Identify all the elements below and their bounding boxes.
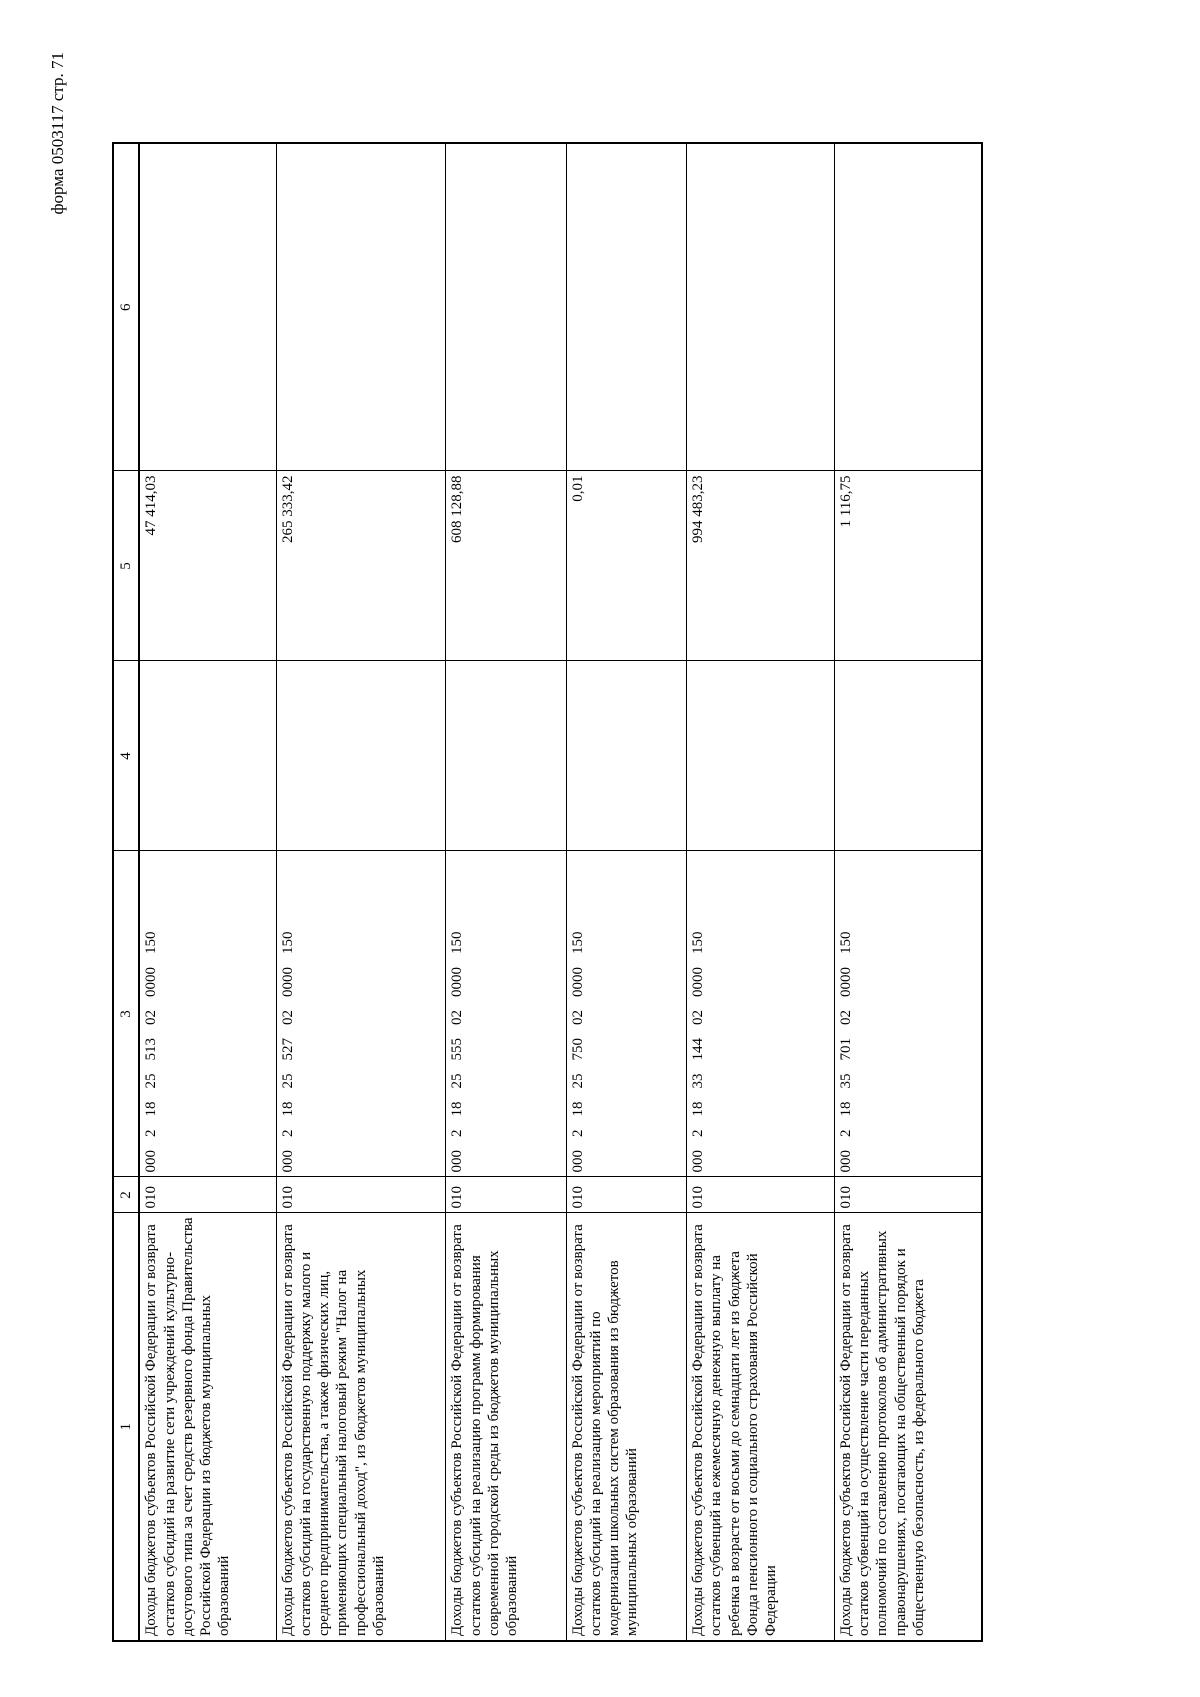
kbk-part: 555 bbox=[449, 1038, 466, 1061]
column-5-value: 608 128,88 bbox=[446, 471, 566, 661]
kbk-part: 18 bbox=[143, 1101, 160, 1117]
kbk-part: 25 bbox=[449, 1073, 466, 1089]
kbk-part: 000 bbox=[449, 1150, 466, 1173]
budget-classification-code bbox=[834, 851, 982, 1177]
line-code: 010 bbox=[139, 1177, 276, 1213]
column-4-value bbox=[446, 661, 566, 851]
kbk-part: 150 bbox=[689, 931, 706, 954]
kbk-part: 150 bbox=[837, 931, 854, 954]
column-4-value bbox=[139, 661, 276, 851]
column-6-value bbox=[686, 143, 834, 471]
kbk-part: 25 bbox=[569, 1073, 586, 1089]
kbk-part: 02 bbox=[449, 1010, 466, 1025]
kbk-part: 2 bbox=[143, 1129, 160, 1137]
line-code: 010 bbox=[566, 1177, 686, 1213]
kbk-part: 2 bbox=[837, 1129, 854, 1137]
table-row bbox=[139, 143, 276, 1641]
column-4-value bbox=[686, 661, 834, 851]
kbk-part: 18 bbox=[569, 1101, 586, 1117]
kbk-part: 000 bbox=[569, 1150, 586, 1173]
kbk-part: 0000 bbox=[279, 967, 296, 997]
table-row bbox=[686, 143, 834, 1641]
kbk-part: 513 bbox=[143, 1038, 160, 1061]
table-row bbox=[566, 143, 686, 1641]
kbk-part: 0000 bbox=[689, 967, 706, 997]
column-header-5: 5 bbox=[113, 471, 139, 661]
kbk-part: 150 bbox=[279, 931, 296, 954]
column-5-value: 994 483,23 bbox=[686, 471, 834, 661]
kbk-part: 18 bbox=[279, 1101, 296, 1117]
kbk-part: 02 bbox=[689, 1010, 706, 1025]
column-6-value bbox=[139, 143, 276, 471]
row-description: Доходы бюджетов субъектов Российской Федерации от возврата остатков субсидий на реализацию программ формирования современной городской среды из бюджетов муниципальных образований bbox=[446, 1213, 566, 1641]
form-label: форма 0503117 стр. 71 bbox=[48, 52, 67, 215]
kbk-part: 02 bbox=[569, 1010, 586, 1025]
kbk-part: 0000 bbox=[837, 967, 854, 997]
column-header-4: 4 bbox=[113, 661, 139, 851]
kbk-part: 25 bbox=[143, 1073, 160, 1089]
column-header-3: 3 bbox=[113, 851, 139, 1177]
kbk-part: 33 bbox=[689, 1073, 706, 1089]
kbk-part: 750 bbox=[569, 1038, 586, 1061]
column-header-2: 2 bbox=[113, 1177, 139, 1213]
column-header-6: 6 bbox=[113, 143, 139, 471]
column-5-value: 265 333,42 bbox=[276, 471, 446, 661]
kbk-part: 000 bbox=[279, 1150, 296, 1173]
kbk-part: 18 bbox=[837, 1101, 854, 1117]
column-4-value bbox=[834, 661, 982, 851]
kbk-part: 0000 bbox=[449, 967, 466, 997]
kbk-part: 000 bbox=[689, 1150, 706, 1173]
column-6-value bbox=[446, 143, 566, 471]
kbk-part: 2 bbox=[449, 1129, 466, 1137]
kbk-part: 144 bbox=[689, 1038, 706, 1061]
budget-classification-code bbox=[139, 851, 276, 1177]
kbk-part: 000 bbox=[143, 1150, 160, 1173]
kbk-part: 2 bbox=[689, 1129, 706, 1137]
column-4-value bbox=[276, 661, 446, 851]
column-number-row bbox=[113, 143, 139, 1641]
kbk-part: 0000 bbox=[569, 967, 586, 997]
kbk-part: 2 bbox=[569, 1129, 586, 1137]
column-6-value bbox=[566, 143, 686, 471]
row-description: Доходы бюджетов субъектов Российской Федерации от возврата остатков субсидий на государственную поддержку малого и среднего предпринимательства, а также физических лиц, применяющих специальный налоговый режим "Налог на профессиональный доход", из бюджетов муниципальных образований bbox=[276, 1213, 446, 1641]
column-5-value: 1 116,75 bbox=[834, 471, 982, 661]
kbk-part: 02 bbox=[837, 1010, 854, 1025]
kbk-part: 0000 bbox=[143, 967, 160, 997]
budget-classification-code bbox=[566, 851, 686, 1177]
budget-classification-code bbox=[276, 851, 446, 1177]
kbk-part: 150 bbox=[143, 931, 160, 954]
kbk-part: 150 bbox=[449, 931, 466, 954]
row-description: Доходы бюджетов субъектов Российской Федерации от возврата остатков субсидий на реализацию мероприятий по модернизации школьных систем образования из бюджетов муниципальных образований bbox=[566, 1213, 686, 1641]
table-row bbox=[276, 143, 446, 1641]
kbk-part: 02 bbox=[279, 1010, 296, 1025]
row-description: Доходы бюджетов субъектов Российской Федерации от возврата остатков субвенций на ежемесячную денежную выплату на ребенка в возрасте от восьми до семнадцати лет из бюджета Фонда пенсионного и социального страхования Российской Федерации bbox=[686, 1213, 834, 1641]
kbk-part: 150 bbox=[569, 931, 586, 954]
table-row bbox=[834, 143, 982, 1641]
column-header-1: 1 bbox=[113, 1213, 139, 1641]
column-4-value bbox=[566, 661, 686, 851]
line-code: 010 bbox=[446, 1177, 566, 1213]
kbk-part: 18 bbox=[689, 1101, 706, 1117]
column-6-value bbox=[834, 143, 982, 471]
column-5-value: 0,01 bbox=[566, 471, 686, 661]
kbk-part: 000 bbox=[837, 1150, 854, 1173]
line-code: 010 bbox=[834, 1177, 982, 1213]
line-code: 010 bbox=[276, 1177, 446, 1213]
kbk-part: 2 bbox=[279, 1129, 296, 1137]
column-5-value: 47 414,03 bbox=[139, 471, 276, 661]
row-description: Доходы бюджетов субъектов Российской Федерации от возврата остатков субвенций на осуществление части переданных полномочий по составлению протоколов об административных правонарушениях, посягающих на общественный порядок и общественную безопасность, из федерального бюджета bbox=[834, 1213, 982, 1641]
table-row bbox=[446, 143, 566, 1641]
kbk-part: 527 bbox=[279, 1038, 296, 1061]
row-description: Доходы бюджетов субъектов Российской Федерации от возврата остатков субсидий на развитие сети учреждений культурно-досугового типа за счет средств резервного фонда Правительства Российской Федерации из бюджетов муниципальных образований bbox=[139, 1213, 276, 1641]
kbk-part: 18 bbox=[449, 1101, 466, 1117]
kbk-part: 02 bbox=[143, 1010, 160, 1025]
line-code: 010 bbox=[686, 1177, 834, 1213]
kbk-part: 701 bbox=[837, 1038, 854, 1061]
budget-classification-code bbox=[686, 851, 834, 1177]
kbk-part: 25 bbox=[279, 1073, 296, 1089]
report-table bbox=[112, 142, 983, 1642]
budget-classification-code bbox=[446, 851, 566, 1177]
kbk-part: 35 bbox=[837, 1073, 854, 1089]
column-6-value bbox=[276, 143, 446, 471]
